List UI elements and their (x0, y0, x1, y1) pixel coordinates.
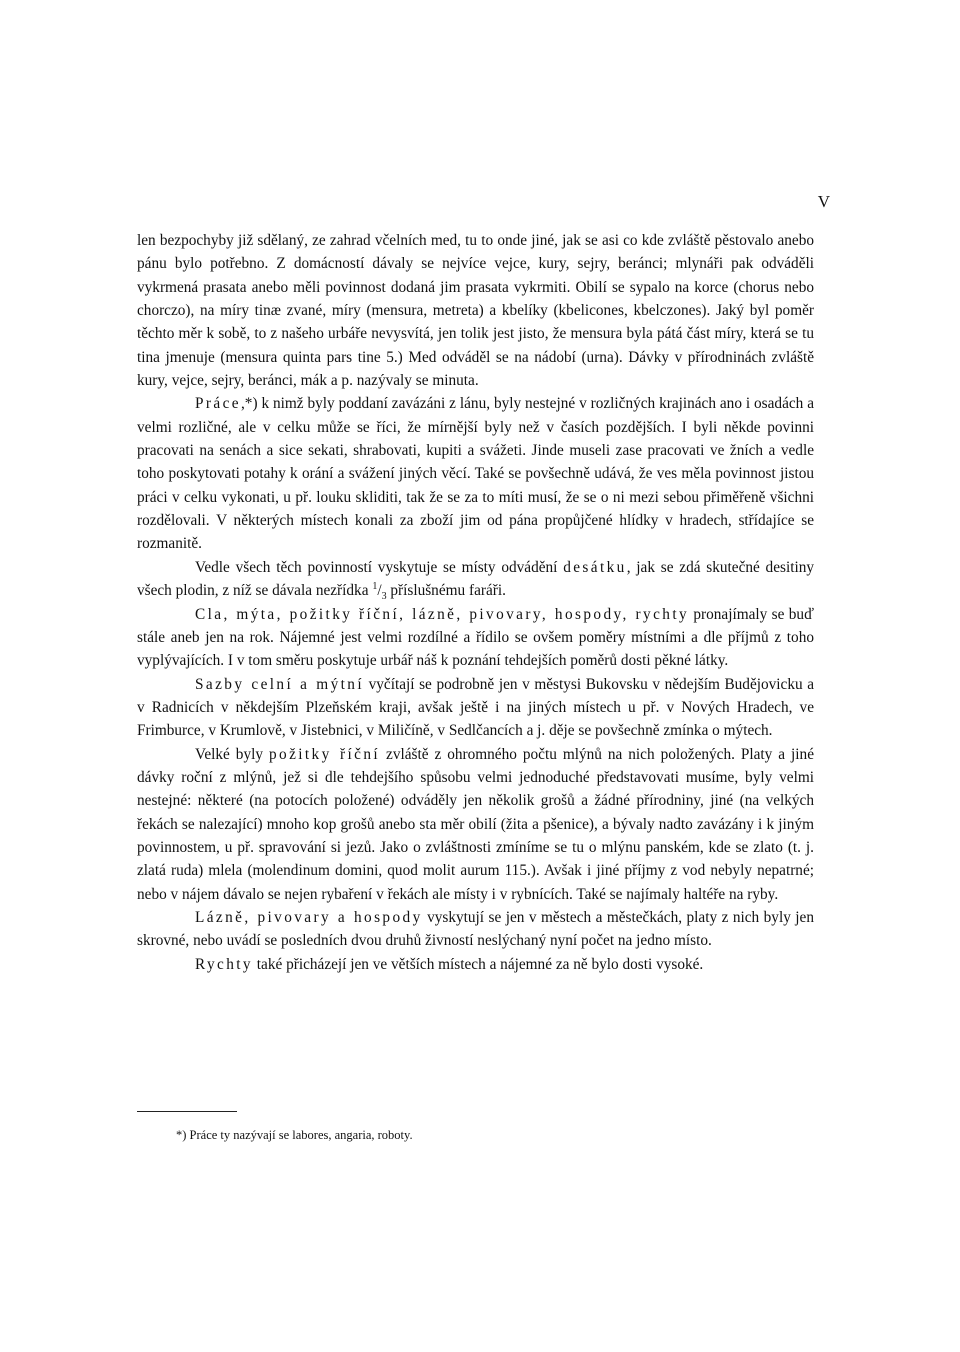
paragraph-text: zvláště z ohromného počtu mlýnů na nich položených. Platy a jiné dávky roční z mlýnů, jež si dle tehdejšího spůsobu velmi jednoduché představovati musíme, byly velmi nestejné: některé (na potocích položené) odváděly jen několik grošů a žádné přírodniny, jiné (na velkých řekách se nalezající) mnoho kop grošů anebo sta měr obilí (žita a pšenice), a bývaly nadto zavázány i k jiným povinnostem, u př. spravování si jezů. Jako o zvláštnosti zmíníme se tu o mlýnu panském, kde se zlato (t. j. zlatá ruda) mlela (molendinum domini, quod molit aurum 115.). Avšak i jiné příjmy z vod nebyly nepatrné; nebo v nájem dávalo se nejen rybaření v řekách ale místy i v rybnících. Také se najímaly haltéře na ryby. (137, 745, 814, 903)
footnote-divider (137, 1111, 237, 1112)
paragraph-text: také přicházejí jen ve větších místech a nájemné za ně bylo dosti vysoké. (252, 955, 704, 973)
body-text (137, 229, 814, 976)
paragraph-text: vyčítají se podrobně jen v městysi Bukovsku v nědejším Budějovicku a v Radnicích v někdejším Plzeňském kraji, avšak ještě i na jiných místech u př. v Nových Hradech, ve Frimburce, v Krumlově, v Jistebnici, v Miličíně, v Sedlčancích a j. děje se povšechně zmínka o mýtech. (137, 675, 815, 740)
spaced-emphasis: požitky říční (268, 745, 381, 763)
footnote: *) Práce ty nazývají se labores, angaria, roboty. (176, 1128, 413, 1142)
paragraph (137, 743, 814, 906)
paragraph-text: Vedle všech těch povinností vyskytuje se místy odvádění (195, 558, 564, 576)
paragraph (137, 603, 814, 673)
spaced-emphasis: Sazby celní a mýtní (195, 675, 365, 693)
paragraph-text: len bezpochyby již sdělaný, ze zahrad včelních med, tu to onde jiné, jak se asi co kde zvláště pěstovalo anebo pánu bylo potřebno. Z domácností dávaly se nejvíce vejce, kury, sejry, beránci; mlynáři pak odváděli vykrmená prasata anebo měli povinnost dodaná jim prasata vykrmiti. Obilí se sypalo na korce (chorus nebo chorczo), na míry tinæ zvané, míry (mensura, metreta) a kbelíky (kbelicones, kbelczones). Jaký byl poměr těchto měr k sobě, to z našeho urbáře nevysvítá, jen tolik jest jisto, že mensura byla pátá část míry, která se tu tina jmenuje (mensura quinta pars tine 5.) Med odváděl se na nádobí (urna). Dávky v přírodninách zvláště kury, vejce, sejry, beránci, mák a p. nazývaly se minuta. (137, 232, 814, 390)
paragraph (137, 906, 814, 953)
spaced-emphasis: Práce (195, 395, 241, 413)
spaced-emphasis: desátku (563, 558, 627, 576)
spaced-emphasis: Cla, mýta, požitky říční, lázně, pivovary, hospody, rychty (195, 605, 690, 623)
paragraph-text: příslušnému faráři. (386, 582, 506, 600)
spaced-emphasis: Rychty (195, 955, 253, 973)
fraction: $^1/_3$ (372, 581, 387, 603)
spaced-emphasis: Lázně, pivovary a hospody (195, 908, 423, 926)
paragraph-text: , jak se zdá skutečné desitiny všech plodin, z níž se dávala nezřídka (137, 558, 814, 600)
page-number: V (817, 192, 830, 211)
paragraph (137, 556, 814, 603)
paragraph-text: ,*) k nimž byly poddaní zavázáni z lánu, byly nestejné v rozličných krajinách ano i osadách a velmi rozličné, ale v celku může se říci, že mírnější byly než v časích pozdějších. I byli někde povinni pracovati na senách a sice sekati, shrabovati, kupiti a svážeti. Jinde museli zase pracovati ve žních a vedle toho poskytovati potahy k orání a svážení jiných věcí. Také se povšechně udává, že ves měla povinnost jistou práci v celku vykonati, u př. louku skliditi, tak že se za to míti musí, že se o ni mezi sebou přiměřeně všichni rozdělovali. V některých místech konali za zboží jim od pána propůjčené hlídky v hradech, střídajíce se rozmanitě. (137, 395, 814, 553)
paragraph-text: Velké byly (195, 745, 269, 763)
paragraph-text: vyskytují se jen v městech a městečkách, platy z nich byly jen skrovné, nebo uvádí se posledních dvou druhů živností neslýchaný nyní počet na jedno místo. (137, 908, 814, 950)
paragraph (137, 392, 814, 555)
paragraph (137, 953, 814, 976)
paragraph (137, 229, 814, 392)
paragraph (137, 673, 814, 743)
paragraph-text: pronajímaly se buď stále aneb jen na rok. Nájemné jest velmi rozdílné a řídilo se ovšem poměry místními a dle příjmů z toho vyplývajících. I v tom směru poskytuje urbář náš k poznání tehdejších poměrů dosti pěkné látky. (137, 605, 814, 670)
